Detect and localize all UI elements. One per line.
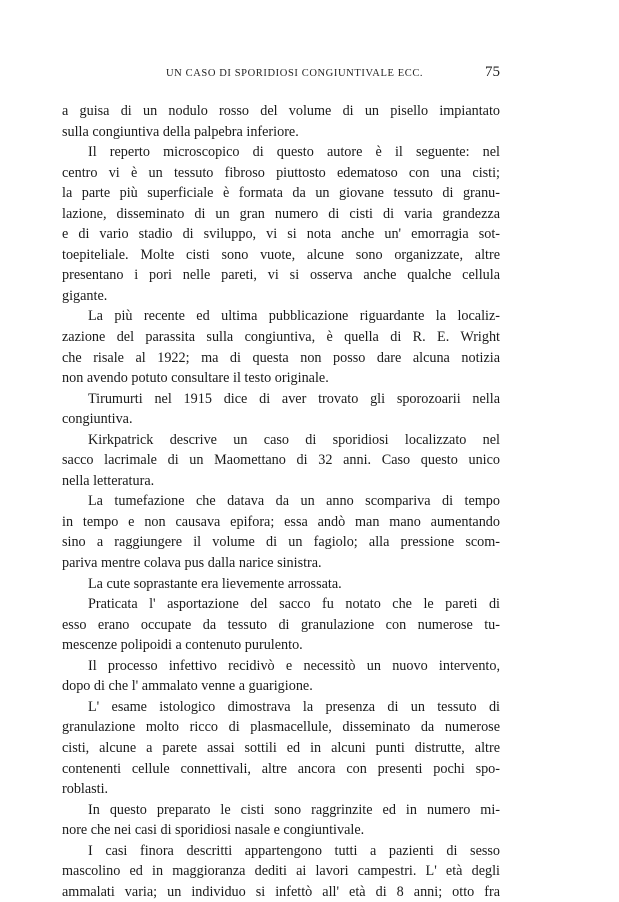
text-line: nella letteratura. [62, 472, 155, 489]
text-line: cisti, alcune a parete assai sottili ed in alcuni punti distrutte, altre [62, 739, 500, 756]
text-line: sino a raggiungere il volume di un fagiolo; alla pressione scom- [62, 534, 500, 551]
text-line: contenenti cellule connettivali, altre ancora con presenti pochi spo- [62, 760, 500, 777]
text-line: nore che nei casi di sporidiosi nasale e congiuntivale. [62, 822, 365, 839]
text-line: Il processo infettivo recidivò e necessitò un nuovo intervento, [88, 657, 500, 674]
text-line: non avendo potuto consultare il testo originale. [62, 370, 329, 387]
text-line: I casi finora descritti appartengono tutti a pazienti di sesso [88, 842, 500, 859]
running-header [62, 66, 500, 86]
text-line: roblasti. [62, 781, 109, 798]
text-line: gigante. [62, 287, 108, 304]
page-number: 75 [485, 64, 500, 80]
text-line: presentano i pori nelle pareti, vi si osserva anche qualche cellula [62, 267, 500, 284]
text-line: sacco lacrimale di un Maomettano di 32 anni. Caso questo unico [62, 452, 500, 469]
text-line: che risale al 1922; ma di questa non posso dare alcuna notizia [62, 349, 500, 366]
text-line: Tirumurti nel 1915 dice di aver trovato gli sporozoarii nella [88, 390, 500, 407]
text-line: pariva mentre colava pus dalla narice sinistra. [62, 555, 322, 572]
text-line: dopo di che l' ammalato venne a guarigione. [62, 678, 313, 695]
text-line: la parte più superficiale è formata da un giovane tessuto di granu- [62, 185, 500, 202]
text-line: e di vario stadio di sviluppo, vi si nota anche un' emorragia sot- [62, 226, 500, 243]
text-line: In questo preparato le cisti sono raggrinzite ed in numero mi- [88, 801, 500, 818]
text-line: L' esame istologico dimostrava la presenza di un tessuto di [88, 698, 500, 715]
text-line: esso erano occupate da tessuto di granulazione con numerose tu- [62, 616, 500, 633]
running-title: UN CASO DI SPORIDIOSI CONGIUNTIVALE ECC. [166, 68, 424, 79]
text-line: lazione, disseminato di un gran numero di cisti di varia grandezza [62, 205, 500, 222]
text-line: Kirkpatrick descrive un caso di sporidiosi localizzato nel [88, 431, 500, 448]
text-line: centro vi è un tessuto fibroso piuttosto edematoso con una cisti; [62, 164, 500, 181]
text-line: ammalati varia; un individuo si infettò all' età di 8 anni; otto fra [62, 883, 500, 900]
text-line: sulla congiuntiva della palpebra inferiore. [62, 123, 299, 140]
text-line: Praticata l' asportazione del sacco fu notato che le pareti di [88, 596, 500, 613]
text-line: zazione del parassita sulla congiuntiva, è quella di R. E. Wright [62, 329, 500, 346]
text-line: a guisa di un nodulo rosso del volume di un pisello impiantato [62, 103, 500, 119]
text-line: toepiteliale. Molte cisti sono vuote, alcune sono organizzate, altre [62, 246, 500, 263]
body-text [62, 101, 500, 902]
text-line: La più recente ed ultima pubblicazione riguardante la localiz- [88, 308, 500, 325]
text-line: granulazione molto ricco di plasmacellule, disseminato da numerose [62, 719, 500, 736]
text-line: Il reperto microscopico di questo autore è il seguente: nel [88, 144, 500, 161]
text-line: mescenze polipoidi a contenuto purulento. [62, 637, 303, 654]
text-line: La cute soprastante era lievemente arrossata. [88, 575, 342, 592]
text-line: in tempo e non causava epifora; essa andò man mano aumentando [62, 513, 500, 530]
text-line: mascolino ed in maggioranza dediti ai lavori campestri. L' età degli [62, 863, 500, 880]
text-line: congiuntiva. [62, 411, 133, 428]
text-line: La tumefazione che datava da un anno scompariva di tempo [88, 493, 500, 510]
